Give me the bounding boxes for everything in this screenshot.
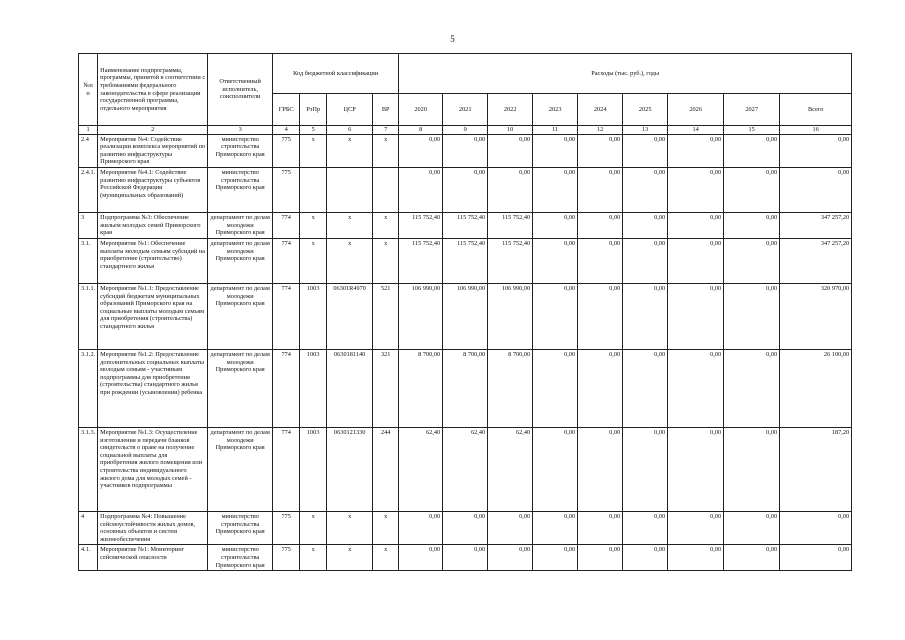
row-value: 0,00 (399, 134, 443, 167)
row-responsible: департамент по делам молодежи Приморского края (208, 349, 273, 427)
row-value: 0,00 (623, 349, 668, 427)
row-value: 8 700,00 (399, 349, 443, 427)
row-value: 0,00 (443, 134, 488, 167)
row-csr: 06301R4970 (327, 283, 373, 349)
row-value: 0,00 (578, 212, 623, 238)
row-value: 0,00 (533, 283, 578, 349)
row-value: 0,00 (399, 545, 443, 571)
row-name: Мероприятие №1.3: Осуществление изготовления и передачи бланков свидетельств о праве на получение социальной выплаты для приобретения жилого помещения или строительства индивидуального жилого дома для молодых семей - участников подпрограммы (98, 427, 208, 511)
row-vr: х (373, 212, 399, 238)
row-value: 0,00 (443, 511, 488, 544)
row-value: 0,00 (578, 238, 623, 283)
row-value: 187,20 (780, 427, 852, 511)
row-value: 0,00 (443, 545, 488, 571)
row-rzpr (300, 167, 327, 212)
header-year-col: 2024 (578, 94, 623, 126)
row-value: 0,00 (578, 167, 623, 212)
table-row (79, 238, 852, 283)
row-responsible: департамент по делам молодежи Приморского края (208, 238, 273, 283)
row-number: 4 (79, 511, 98, 544)
header-num: №п п (79, 54, 98, 126)
row-grbs: 774 (273, 427, 300, 511)
column-number: 7 (373, 126, 399, 135)
column-number: 11 (533, 126, 578, 135)
header-kbk-col: РзПр (300, 94, 327, 126)
row-value: 0,00 (724, 238, 780, 283)
row-vr: х (373, 238, 399, 283)
row-value: 0,00 (488, 167, 533, 212)
row-value: 0,00 (533, 212, 578, 238)
row-value: 0,00 (623, 511, 668, 544)
row-value: 8 700,00 (488, 349, 533, 427)
row-grbs: 775 (273, 167, 300, 212)
table-row (79, 545, 852, 571)
header-year-col: 2025 (623, 94, 668, 126)
expenses-table (78, 53, 852, 571)
row-value: 106 990,00 (488, 283, 533, 349)
row-value: 0,00 (533, 545, 578, 571)
row-value: 320 970,00 (780, 283, 852, 349)
row-value: 0,00 (668, 134, 724, 167)
row-number: 2.4 (79, 134, 98, 167)
row-value: 0,00 (488, 134, 533, 167)
row-value: 115 752,40 (443, 212, 488, 238)
header-name: Наименование подпрограммы, программы, принятой в соответствии с требованиями федерального законодательства в сфере реализации государственной программы, отдельного мероприятия (98, 54, 208, 126)
row-grbs: 775 (273, 511, 300, 544)
row-value: 62,40 (399, 427, 443, 511)
row-value: 115 752,40 (488, 212, 533, 238)
row-responsible: министерство строительства Приморского края (208, 167, 273, 212)
column-number: 3 (208, 126, 273, 135)
column-number: 10 (488, 126, 533, 135)
row-responsible: министерство строительства Приморского края (208, 545, 273, 571)
row-value: 0,00 (578, 427, 623, 511)
row-grbs: 774 (273, 283, 300, 349)
header-year-col: 2021 (443, 94, 488, 126)
row-rzpr: 1003 (300, 283, 327, 349)
table-row (79, 427, 852, 511)
row-value: 347 257,20 (780, 212, 852, 238)
row-number: 3.1.3. (79, 427, 98, 511)
row-rzpr: х (300, 238, 327, 283)
row-value: 0,00 (578, 134, 623, 167)
table-row (79, 283, 852, 349)
header-kbk-col: ВР (373, 94, 399, 126)
row-value: 0,00 (578, 545, 623, 571)
column-number: 4 (273, 126, 300, 135)
column-number: 8 (399, 126, 443, 135)
row-value: 0,00 (533, 238, 578, 283)
row-value: 26 100,00 (780, 349, 852, 427)
table-row (79, 511, 852, 544)
column-number: 15 (724, 126, 780, 135)
header-responsible: Ответственный исполнитель, соисполнители (208, 54, 273, 126)
row-value: 0,00 (724, 427, 780, 511)
row-rzpr: 1003 (300, 349, 327, 427)
row-value: 0,00 (668, 283, 724, 349)
row-number: 3.1.1. (79, 283, 98, 349)
row-csr: 0630121330 (327, 427, 373, 511)
row-value: 0,00 (668, 511, 724, 544)
row-name: Мероприятие №1.2: Предоставление дополнительных социальных выплаты молодым семьям - участникам подпрограммы для приобретения (строительства) стандартного жилья при рождении (усыновлении) ребенка (98, 349, 208, 427)
row-rzpr: 1003 (300, 427, 327, 511)
row-csr: х (327, 511, 373, 544)
row-value: 0,00 (623, 545, 668, 571)
row-grbs: 774 (273, 238, 300, 283)
row-value: 0,00 (533, 427, 578, 511)
row-value: 0,00 (623, 238, 668, 283)
row-value: 0,00 (668, 238, 724, 283)
row-value: 0,00 (623, 167, 668, 212)
row-value: 0,00 (443, 167, 488, 212)
row-vr: х (373, 134, 399, 167)
row-value: 0,00 (533, 511, 578, 544)
header-kbk: Код бюджетной классификации (273, 54, 399, 94)
row-vr: 521 (373, 283, 399, 349)
row-value: 0,00 (578, 349, 623, 427)
row-value: 0,00 (668, 427, 724, 511)
row-value: 0,00 (623, 283, 668, 349)
row-value: 0,00 (724, 545, 780, 571)
row-responsible: министерство строительства Приморского края (208, 511, 273, 544)
row-value: 0,00 (623, 134, 668, 167)
row-value: 0,00 (668, 212, 724, 238)
header-kbk-col: ГРБС (273, 94, 300, 126)
column-number: 13 (623, 126, 668, 135)
header-kbk-col: ЦСР (327, 94, 373, 126)
column-number: 2 (98, 126, 208, 135)
row-value: 0,00 (724, 349, 780, 427)
row-value: 0,00 (399, 167, 443, 212)
header-year-col: 2023 (533, 94, 578, 126)
column-number: 5 (300, 126, 327, 135)
column-number: 14 (668, 126, 724, 135)
row-name: Мероприятие №4.1: Содействие развитию инфраструктуры субъектов Российской Федерации (муниципальных образований) (98, 167, 208, 212)
row-responsible: министерство строительства Приморского края (208, 134, 273, 167)
row-value: 62,40 (488, 427, 533, 511)
row-value: 106 990,00 (443, 283, 488, 349)
row-responsible: департамент по делам молодежи Приморского края (208, 427, 273, 511)
row-value: 62,40 (443, 427, 488, 511)
row-vr (373, 167, 399, 212)
row-value: 0,00 (724, 283, 780, 349)
row-responsible: департамент по делам молодежи Приморского края (208, 283, 273, 349)
row-number: 3.1. (79, 238, 98, 283)
row-value: 0,00 (533, 134, 578, 167)
table-row (79, 167, 852, 212)
row-number: 3 (79, 212, 98, 238)
row-grbs: 775 (273, 545, 300, 571)
row-value: 0,00 (488, 511, 533, 544)
row-grbs: 775 (273, 134, 300, 167)
row-number: 4.1. (79, 545, 98, 571)
page-number: 5 (450, 34, 455, 44)
row-value: 347 257,20 (780, 238, 852, 283)
row-grbs: 774 (273, 212, 300, 238)
row-name: Мероприятие №4: Содействие реализации комплекса мероприятий по развитию инфраструктуры Приморского края (98, 134, 208, 167)
column-number: 9 (443, 126, 488, 135)
row-name: Подпрограмма №3: Обеспечение жильем молодых семей Приморского края (98, 212, 208, 238)
row-rzpr: х (300, 212, 327, 238)
column-number: 6 (327, 126, 373, 135)
row-number: 2.4.1. (79, 167, 98, 212)
row-value: 0,00 (533, 349, 578, 427)
header-year-col: 2022 (488, 94, 533, 126)
row-value: 115 752,40 (488, 238, 533, 283)
row-value: 0,00 (668, 545, 724, 571)
row-csr: х (327, 238, 373, 283)
row-value: 0,00 (623, 212, 668, 238)
row-csr (327, 167, 373, 212)
row-value: 106 990,00 (399, 283, 443, 349)
row-rzpr: х (300, 545, 327, 571)
row-value: 0,00 (623, 427, 668, 511)
row-value: 0,00 (724, 511, 780, 544)
row-value: 0,00 (668, 349, 724, 427)
header-year-col: 2026 (668, 94, 724, 126)
table-row (79, 349, 852, 427)
row-value: 0,00 (668, 167, 724, 212)
row-vr: х (373, 511, 399, 544)
row-value: 0,00 (780, 545, 852, 571)
row-value: 0,00 (724, 212, 780, 238)
header-year-col: Всего (780, 94, 852, 126)
column-number: 1 (79, 126, 98, 135)
table-row (79, 212, 852, 238)
row-name: Мероприятие №1: Обеспечение выплаты молодым семьям субсидий на приобретение (строительство) стандартного жилья (98, 238, 208, 283)
row-csr: х (327, 212, 373, 238)
row-value: 0,00 (578, 283, 623, 349)
row-value: 0,00 (533, 167, 578, 212)
row-value: 115 752,40 (399, 212, 443, 238)
row-grbs: 774 (273, 349, 300, 427)
row-value: 115 752,40 (399, 238, 443, 283)
row-value: 0,00 (780, 134, 852, 167)
row-name: Мероприятие №1: Мониторинг сейсмической опасности (98, 545, 208, 571)
row-vr: 321 (373, 349, 399, 427)
row-name: Подпрограмма №4: Повышение сейсмоустойчивости жилых домов, основных объектов и систем жизнеобеспечения (98, 511, 208, 544)
row-value: 8 700,00 (443, 349, 488, 427)
row-csr: х (327, 134, 373, 167)
row-value: 115 752,40 (443, 238, 488, 283)
row-value: 0,00 (724, 134, 780, 167)
row-csr: х (327, 545, 373, 571)
row-name: Мероприятие №1.1: Предоставление субсидий бюджетам муниципальных образований Приморского края на социальные выплаты молодым семьям для приобретения (строительства) стандартного жилья (98, 283, 208, 349)
row-number: 3.1.2. (79, 349, 98, 427)
row-value: 0,00 (399, 511, 443, 544)
table-row (79, 134, 852, 167)
row-vr: 244 (373, 427, 399, 511)
row-csr: 0630181140 (327, 349, 373, 427)
column-number: 12 (578, 126, 623, 135)
row-vr: х (373, 545, 399, 571)
row-value: 0,00 (578, 511, 623, 544)
header-year-col: 2027 (724, 94, 780, 126)
row-value: 0,00 (724, 167, 780, 212)
header-year-col: 2020 (399, 94, 443, 126)
header-expenses: Расходы (тыс. руб.), годы (399, 54, 852, 94)
row-rzpr: х (300, 511, 327, 544)
row-rzpr: х (300, 134, 327, 167)
column-number: 16 (780, 126, 852, 135)
row-value: 0,00 (780, 511, 852, 544)
row-responsible: департамент по делам молодежи Приморского края (208, 212, 273, 238)
row-value: 0,00 (780, 167, 852, 212)
row-value: 0,00 (488, 545, 533, 571)
